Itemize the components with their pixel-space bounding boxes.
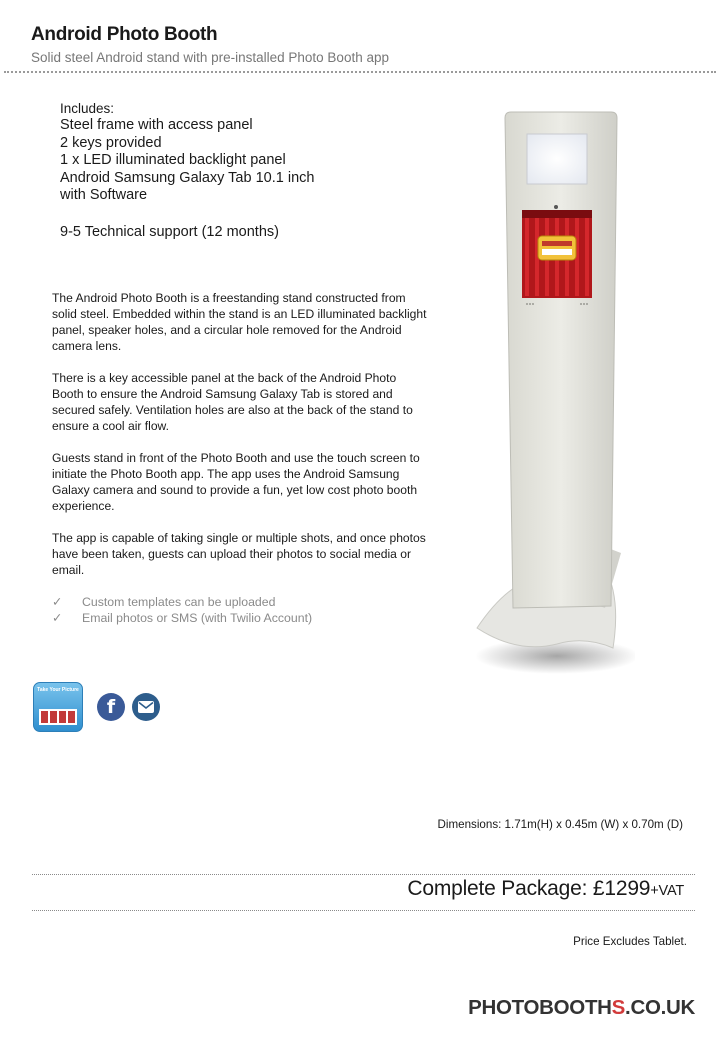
check-icon: ✓ <box>52 611 63 625</box>
check-icon: ✓ <box>52 595 63 609</box>
sign-button <box>542 249 572 255</box>
feature-text: Custom templates can be uploaded <box>82 595 276 609</box>
includes-item: 2 keys provided <box>60 134 162 151</box>
description-paragraph: The Android Photo Booth is a freestanding stand constructed from solid steel. Embedded within the stand is an LED illuminated backlight panel, speaker holes, and a circular hole removed for the Android camera lens. <box>52 291 427 353</box>
package-price <box>407 877 684 901</box>
led-panel <box>527 134 587 184</box>
description-paragraph: The app is capable of taking single or multiple shots, and once photos have been taken, guests can upload their photos to social media or email. <box>52 531 426 577</box>
app-icon-caption: Take Your Picture <box>37 687 79 693</box>
feature-text: Email photos or SMS (with Twilio Account) <box>82 611 313 625</box>
support-line: 9-5 Technical support (12 months) <box>60 223 279 240</box>
photobooths-logo <box>468 996 695 1020</box>
facebook-icon[interactable] <box>97 693 125 721</box>
email-icon[interactable] <box>132 693 160 721</box>
includes-item: 1 x LED illuminated backlight panel <box>60 152 286 168</box>
camera-hole <box>554 205 558 209</box>
photo-strips <box>39 709 77 725</box>
logo-accent: S <box>611 996 626 1019</box>
price-note: Price Excludes Tablet. <box>573 935 687 948</box>
header-divider <box>4 71 716 73</box>
photo-booth-stand-image <box>465 108 635 678</box>
curtain-valance <box>522 210 592 218</box>
vat-label: +VAT <box>650 883 684 899</box>
includes-item: Steel frame with access panel <box>60 117 253 133</box>
includes-section <box>60 101 400 240</box>
photo-booth-app-icon[interactable] <box>33 682 83 732</box>
envelope-icon <box>138 701 154 713</box>
divider <box>32 910 695 911</box>
logo-main: PHOTOBOOTH <box>468 996 612 1019</box>
package-label: Complete Package: £1299 <box>407 877 651 900</box>
feature-item <box>52 610 312 626</box>
feature-list <box>52 594 312 626</box>
includes-item: Android Samsung Galaxy Tab 10.1 inch <box>60 169 315 186</box>
sign-banner <box>542 241 572 246</box>
page-title: Android Photo Booth <box>31 24 218 45</box>
description <box>52 290 427 594</box>
stand-body <box>505 112 617 608</box>
icon-row <box>33 682 160 732</box>
description-paragraph: There is a key accessible panel at the back of the Android Photo Booth to ensure the Android Samsung Galaxy Tab is stored and secured safely. Ventilation holes are also at the back of the stand to ensure a cool air flow. <box>52 371 413 433</box>
page-subtitle: Solid steel Android stand with pre-installed Photo Booth app <box>31 50 389 65</box>
includes-label: Includes: <box>60 101 115 116</box>
feature-item <box>52 594 312 610</box>
includes-item: with Software <box>60 187 148 203</box>
booth-sign <box>538 236 576 260</box>
logo-suffix: .CO.UK <box>625 996 695 1019</box>
dimensions-text: Dimensions: 1.71m(H) x 0.45m (W) x 0.70m (D) <box>437 818 683 831</box>
facebook-glyph: f <box>106 696 116 718</box>
description-paragraph: Guests stand in front of the Photo Booth and use the touch screen to initiate the Photo Booth app. The app uses the Android Samsung Galaxy camera and sound to provide a fun, yet low cost photo booth experience. <box>52 451 420 513</box>
divider <box>32 874 695 875</box>
